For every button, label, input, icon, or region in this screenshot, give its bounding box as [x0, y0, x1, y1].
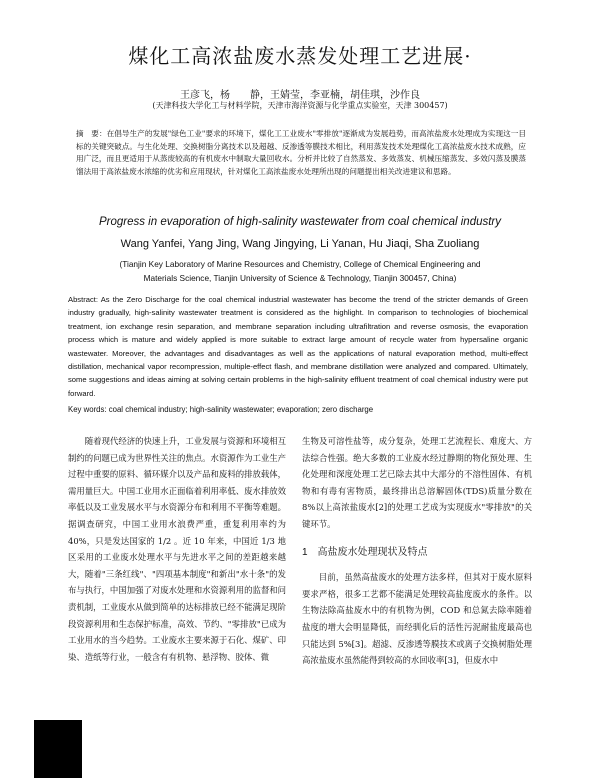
body-left-paragraph: 随着现代经济的快速上升，工业发展与资源和环境相互制约的问题已成为世界性关注的焦点。水资源作为工业生产过程中重要的原料、循环媒介以及产品和废料的排放载体，需用量巨大。中国工业用水正面临着利用率低、废水排放效率低以及工业发展水平与水资源分布和利用不平衡等难题。据调查研究，中国工业用水浪费严重，重复利用率约为 40%，只是发达国家的 1/2 。近 10 年来，中国近 1/3 地区采用的工业废水处理水平与先进水平之间的差距越来越大，随着"三条红线"、"四项基本制度"和新出"水十条"的发布与执行，中国加强了对废水处理和水资源利用的监督和问责机制，工业废水从做到简单的达标排放已经不能满足现阶段资源利用和生态保护标准，高效、节约、"零排放"已成为工业用水的当今趋势。工业废水主要来源于石化、煤矿、印染、造纸等行业，一般含有有机物、悬浮物、胶体、微 — [68, 436, 286, 662]
affiliation-en — [0, 257, 600, 285]
body-column-right — [302, 433, 532, 669]
abstract-en: Abstract: As the Zero Discharge for the coal chemical industrial wastewater has become the trend of the stricter demands of Green industry gradually, high-salinity wastewater treatment is considered as the highlight. In comparison to technologies of biochemical treatment, ion exchange resin separation, and membrane separation including ultrafiltration and reverse osmosis, the evaporation process which is mature and widely applied is more suitable to extract large amount of recycle water from hypersaline organic wastewater. Moreover, the advantages and disadvantages as well as the applications of natural evaporation method, multi-effect distillation, mechanical vapor recompression, multiple-effect flash, and membrane distillation were analyzed and compared. Ultimately, some suggestions and ideas aiming at solving certain problems in the high-salinity effluent treatment of coal chemical industry were put forward. — [68, 295, 528, 398]
redaction-block — [34, 720, 82, 778]
paper-title: 煤化工高浓盐废水蒸发处理工艺进展· — [128, 44, 472, 68]
affiliation-en-line-2: Materials Science, Tianjin University of Science & Technology, Tianjin 300457, China) — [143, 273, 457, 283]
abstract-cn: 摘 要：在倡导生产的发展"绿色工业"要求的环境下，煤化工工业废水"零排放"逐渐成为发展趋势，而高浓盐废水处理成为实现这一目标的关键突破点。与生化处理、交换树脂分离技术以及超越、反渗透等膜技术相比，利用蒸发技术处理煤化工高浓盐废水技术成熟，应用广泛，而且更适用于从蒸废较高的有机废水中制取大量回收水。分析并比较了自然蒸发、多效蒸发、机械压缩蒸发、多效闪蒸及膜蒸馏法用于高浓盐废水浓缩的优劣和应用现状，针对煤化工高浓盐废水处理所出现的问题提出相关改进建议和思路。 — [76, 129, 526, 176]
affiliation-en-line-1: (Tianjin Key Laboratory of Marine Resources and Chemistry, College of Chemical Engineering and — [119, 259, 481, 269]
body-right-paragraph-1: 生物及可溶性盐等，成分复杂，处理工艺流程长、难度大、方法综合性强。绝大多数的工业废水经过静期的物化预处理、生化处理和深度处理工艺已除去其中大部分的不溶性固体、有机物和有毒有害物质，最终排出总溶解固体(TDS)质量分数在 8%以上高浓盐废水[2]的处理工艺成为实现废水"零排放"的关键环节。 — [302, 436, 532, 529]
affiliation-cn: (天津科技大学化工与材料学院，天津市海洋资源与化学重点实验室，天津 300457) — [152, 101, 448, 110]
authors-cn: 王彦飞，杨 静，王婧莹，李亚楠，胡佳琪，沙作良 — [180, 90, 420, 101]
body-column-left — [68, 433, 286, 665]
authors-en: Wang Yanfei, Yang Jing, Wang Jingying, Li Yanan, Hu Jiaqi, Sha Zuoliang — [120, 238, 480, 250]
title-en: Progress in evaporation of high-salinity wastewater from coal chemical industry — [98, 216, 502, 228]
body-right-paragraph-2: 目前，虽然高盐废水的处理方法多样，但其对于废水原料要求严格，很多工艺都不能满足处理较高盐度废水的条件。以生物法除高盐废水中的有机物为例，COD 和总氮去除率随着盐度的增大会明显降低，而经驯化后的活性污泥耐盐度最高也只能达到 5%[3]。超滤、反渗透等膜技术或离子交换树脂处理高浓盐废水虽然能得到较高的水回收率[3]，但废水中 — [302, 572, 532, 666]
keywords-en: Key words: coal chemical industry; high-salinity wastewater; evaporation; zero discharge — [68, 405, 374, 414]
section-heading-1: 1 高盐废水处理现状及特点 — [302, 546, 428, 558]
